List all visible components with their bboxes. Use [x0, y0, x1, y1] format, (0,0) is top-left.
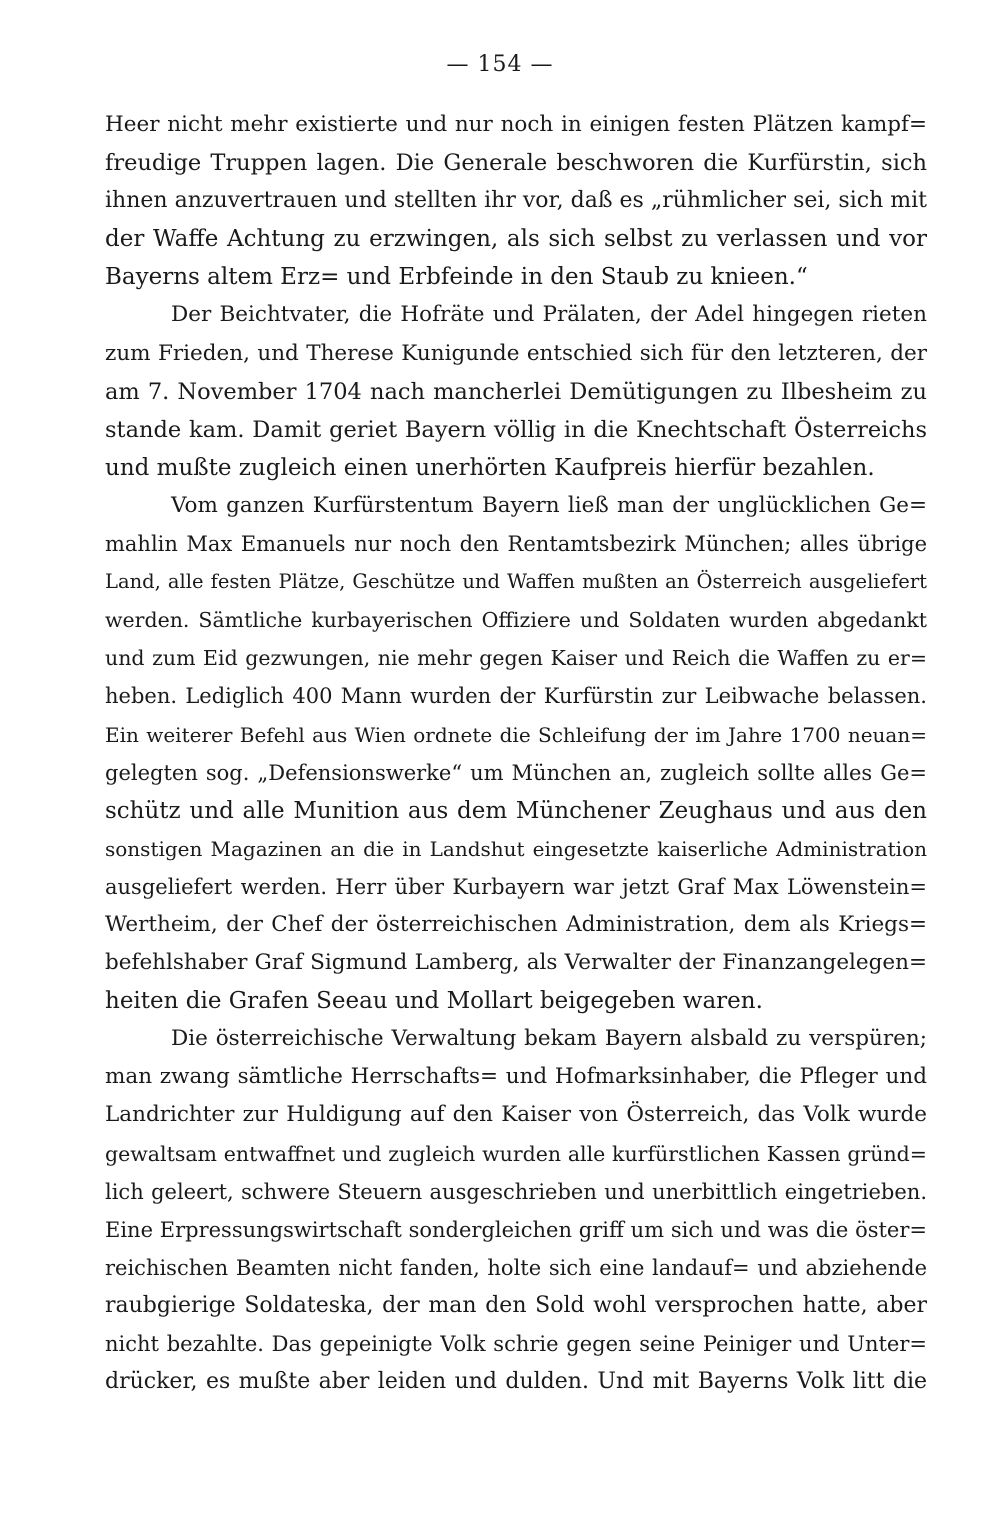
text-line: befehlshaber Graf Sigmund Lamberg, als Verwalter der Finanzangelegen=: [105, 950, 927, 976]
text-line: raubgierige Soldateska, der man den Sold wohl versprochen hatte, aber: [105, 1292, 927, 1318]
text-line: reichischen Beamten nicht fanden, holte sich eine landauf= und abziehende: [105, 1255, 927, 1280]
text-line: gelegten sog. „Defensionswerke“ um München an, zugleich sollte alles Ge=: [105, 760, 927, 785]
text-line: heben. Lediglich 400 Mann wurden der Kurfürstin zur Leibwache belassen.: [105, 684, 927, 709]
text-line: Eine Erpressungswirtschaft sondergleichen griff um sich und was die öster=: [105, 1217, 927, 1242]
text-line: gewaltsam entwaffnet und zugleich wurden alle kurfürstlichen Kassen gründ=: [105, 1141, 927, 1166]
text-line: sonstigen Magazinen an die in Landshut eingesetzte kaiserliche Administration: [105, 836, 927, 861]
text-line: Heer nicht mehr existierte und nur noch in einigen festen Plätzen kampf=: [105, 112, 927, 137]
text-line: zum Frieden, und Therese Kunigunde entschied sich für den letzteren, der: [105, 340, 927, 366]
body-text: [105, 106, 927, 1401]
text-line: Wertheim, der Chef der österreichischen Administration, dem als Kriegs=: [105, 911, 927, 937]
text-line: Vom ganzen Kurfürstentum Bayern ließ man der unglücklichen Ge=: [171, 492, 927, 518]
text-line: am 7. November 1704 nach mancherlei Demütigungen zu Ilbesheim zu: [105, 378, 927, 405]
text-line: und zum Eid gezwungen, nie mehr gegen Kaiser und Reich die Waffen zu er=: [105, 646, 927, 671]
text-line: und mußte zugleich einen unerhörten Kaufpreis hierfür bezahlen.: [105, 454, 875, 481]
text-line: heiten die Grafen Seeau und Mollart beigegeben waren.: [105, 988, 763, 1015]
text-line: ausgeliefert werden. Herr über Kurbayern war jetzt Graf Max Löwenstein=: [105, 874, 927, 899]
text-line: lich geleert, schwere Steuern ausgeschrieben und unerbittlich eingetrieben.: [105, 1179, 927, 1204]
text-line: Der Beichtvater, die Hofräte und Prälaten, der Adel hingegen rieten: [171, 302, 927, 328]
page-number: — 154 —: [446, 52, 554, 77]
text-line: Landrichter zur Huldigung auf den Kaiser von Österreich, das Volk wurde: [105, 1102, 927, 1128]
text-line: nicht bezahlte. Das gepeinigte Volk schrie gegen seine Peiniger und Unter=: [105, 1332, 927, 1356]
text-line: Bayerns altem Erz= und Erbfeinde in den Staub zu knieen.“: [105, 264, 808, 291]
text-line: freudige Truppen lagen. Die Generale beschworen die Kurfürstin, sich: [105, 150, 927, 177]
text-line: schütz und alle Munition aus dem Münchener Zeughaus und aus den: [105, 797, 927, 824]
text-line: man zwang sämtliche Herrschafts= und Hofmarksinhaber, die Pfleger und: [105, 1064, 927, 1090]
text-line: drücker, es mußte aber leiden und dulden. Und mit Bayerns Volk litt die: [105, 1369, 927, 1395]
text-line: der Waffe Achtung zu erzwingen, als sich selbst zu verlassen und vor: [105, 226, 927, 253]
text-line: ihnen anzuvertrauen und stellten ihr vor, daß es „rühmlicher sei, sich mit: [105, 188, 927, 214]
text-line: stande kam. Damit geriet Bayern völlig in die Knechtschaft Österreichs: [105, 416, 927, 443]
text-line: mahlin Max Emanuels nur noch den Rentamtsbezirk München; alles übrige: [105, 532, 927, 557]
text-line: Die österreichische Verwaltung bekam Bayern alsbald zu verspüren;: [171, 1026, 927, 1052]
text-line: Ein weiterer Befehl aus Wien ordnete die Schleifung der im Jahre 1700 neuan=: [105, 722, 927, 747]
text-line: Land, alle festen Plätze, Geschütze und Waffen mußten an Österreich ausgeliefert: [105, 570, 927, 594]
text-line: werden. Sämtliche kurbayerischen Offiziere und Soldaten wurden abgedankt: [105, 608, 927, 633]
